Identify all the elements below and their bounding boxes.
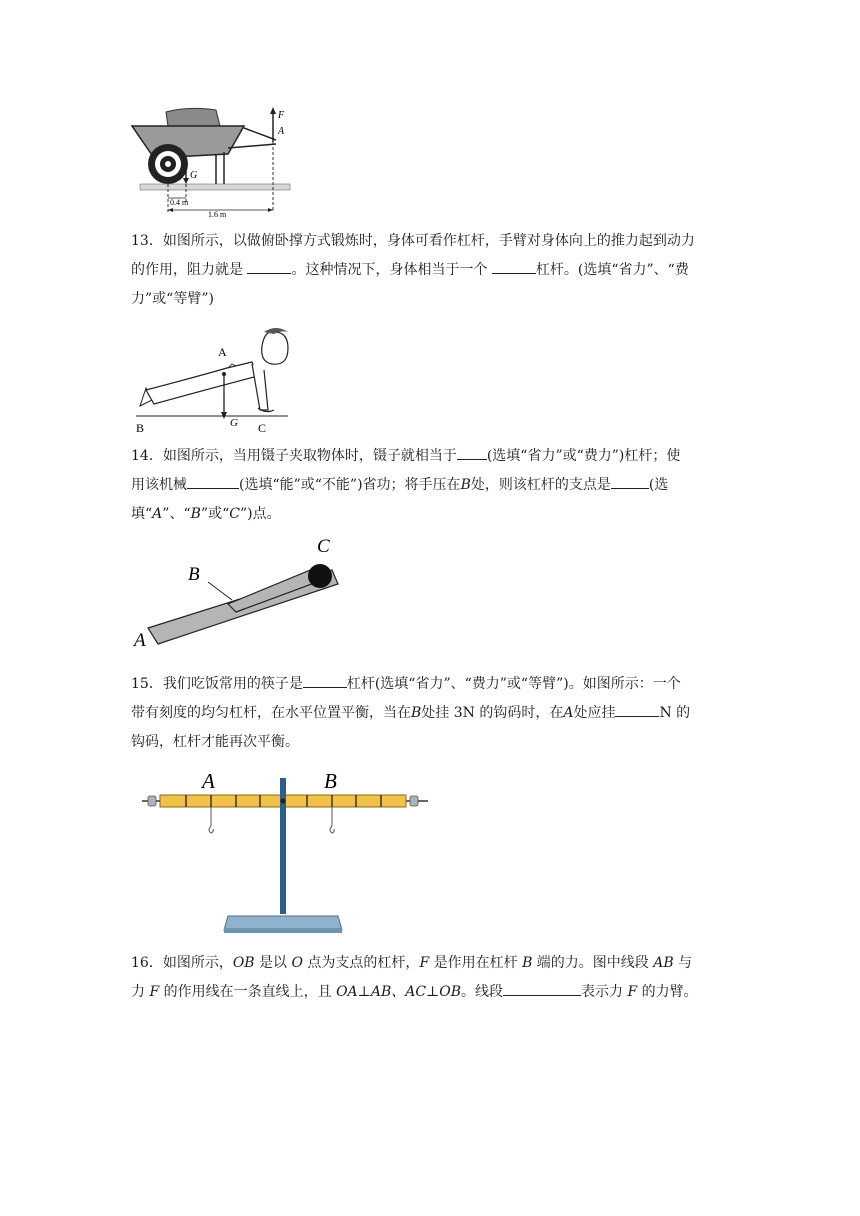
q13-text-2b: 。这种情况下，身体相当于一个 [291, 262, 492, 278]
q16-text: 点为支点的杠杆， [302, 955, 420, 971]
q14-text: (选填“省力”或“费力”)杠杆；使 [486, 448, 681, 464]
q16-text: 是以 [254, 955, 292, 971]
q16-number: 16． [131, 955, 163, 971]
q16-var: O [291, 955, 303, 971]
answer-blank[interactable] [611, 471, 649, 489]
q16-text: 的作用线在一条直线上，且 [159, 984, 337, 1000]
q16-var: F [149, 984, 160, 1000]
lever-stand-figure [140, 766, 435, 940]
dim-long: 1.6 m [208, 210, 227, 219]
q13-line-1 [131, 227, 731, 256]
answer-blank[interactable] [187, 471, 239, 489]
q16-text: 与 [673, 955, 693, 971]
label-A: A [278, 126, 285, 137]
q14-line-3 [131, 500, 731, 529]
q16-line-1 [131, 949, 731, 978]
q14-line-1 [131, 442, 731, 471]
q16-text: 端的力。图中线段 [532, 955, 654, 971]
label-A: A [134, 630, 146, 651]
q14-text: ”、“ [162, 506, 191, 522]
answer-blank[interactable] [247, 256, 291, 274]
q15-text: 杠杆(选填“省力”、“费力”或“等臂”)。如图所示：一个 [346, 676, 681, 692]
q16-var: OA⊥AB、AC⊥OB [336, 984, 461, 1000]
label-G: G [230, 417, 238, 429]
label-C: C [258, 421, 267, 435]
q16-text: 如图所示， [162, 955, 233, 971]
q15-line-3 [131, 728, 731, 757]
q15-var-B: B [411, 705, 422, 721]
q15-text: 我们吃饭常用的筷子是 [162, 676, 303, 692]
label-B: B [324, 769, 337, 793]
answer-blank[interactable] [492, 256, 536, 274]
q16-var: AB [653, 955, 674, 971]
label-F: F [278, 110, 285, 121]
q14-text: ”或“ [200, 506, 230, 522]
q13-text-1: 如图所示，以做俯卧撑方式锻炼时，身体可看作杠杆，手臂对身体向上的推力起到动力 [162, 233, 695, 249]
answer-blank[interactable] [615, 699, 659, 717]
q16-line-2 [131, 978, 731, 1007]
q15-text: 带有刻度的均匀杠杆，在水平位置平衡，当在 [131, 705, 411, 721]
dim-short: 0.4 m [170, 198, 189, 207]
q13-text-2a: 的作用，阻力就是 [131, 262, 248, 278]
label-B: B [136, 421, 145, 435]
q15-var-A: A [563, 705, 574, 721]
q14-var-B: B [190, 506, 201, 522]
answer-blank[interactable] [503, 978, 581, 996]
q15-line-1 [131, 670, 731, 699]
pushup-figure [132, 318, 292, 438]
q15-number: 15． [131, 676, 163, 692]
q16-text: 表示力 [580, 984, 628, 1000]
question-13 [131, 227, 731, 314]
label-A: A [202, 769, 215, 793]
question-14 [131, 442, 731, 529]
label-A: A [218, 345, 227, 359]
answer-blank[interactable] [303, 670, 347, 688]
q14-text: ”)点。 [239, 506, 281, 522]
q15-text: N 的 [659, 705, 691, 721]
q16-var: F [627, 984, 638, 1000]
q14-var-C: C [229, 506, 240, 522]
wheelbarrow-figure [128, 104, 298, 219]
tweezers-figure [132, 532, 342, 652]
q16-text: 。线段 [460, 984, 503, 1000]
q13-line-2 [131, 256, 731, 285]
q16-text: 是作用在杠杆 [429, 955, 523, 971]
answer-blank[interactable] [457, 442, 487, 460]
q14-var-A: A [152, 506, 163, 522]
q16-var: OB [232, 955, 255, 971]
q16-var: B [522, 955, 533, 971]
q14-number: 14． [131, 448, 163, 464]
q15-text: 处挂 3N 的钩码时，在 [421, 705, 564, 721]
q14-var-B: B [460, 477, 471, 493]
label-B: B [188, 564, 200, 585]
q14-text: 处，则该杠杆的支点是 [470, 477, 611, 493]
q16-text: 力 [131, 984, 150, 1000]
q14-text: 用该机械 [131, 477, 187, 493]
q14-text: 填“ [131, 506, 153, 522]
question-15 [131, 670, 731, 757]
q14-text: 如图所示，当用镊子夹取物体时，镊子就相当于 [162, 448, 457, 464]
q15-text: 处应挂 [573, 705, 616, 721]
q14-text: (选填“能”或“不能”)省功；将手压在 [239, 477, 461, 493]
question-16 [131, 949, 731, 1007]
q14-text: (选 [648, 477, 669, 493]
q13-text-2c: 杠杆。(选填“省力”、“费 [535, 262, 689, 278]
q16-text: 的力臂。 [637, 984, 698, 1000]
q15-text: 钩码，杠杆才能再次平衡。 [131, 734, 299, 750]
q13-text-3: 力”或“等臂”) [131, 291, 214, 307]
q16-var: F [419, 955, 430, 971]
q15-line-2 [131, 699, 731, 728]
label-G: G [190, 170, 198, 181]
q14-line-2 [131, 471, 731, 500]
label-C: C [317, 536, 330, 557]
q13-line-3 [131, 285, 731, 314]
q13-number: 13． [131, 233, 163, 249]
